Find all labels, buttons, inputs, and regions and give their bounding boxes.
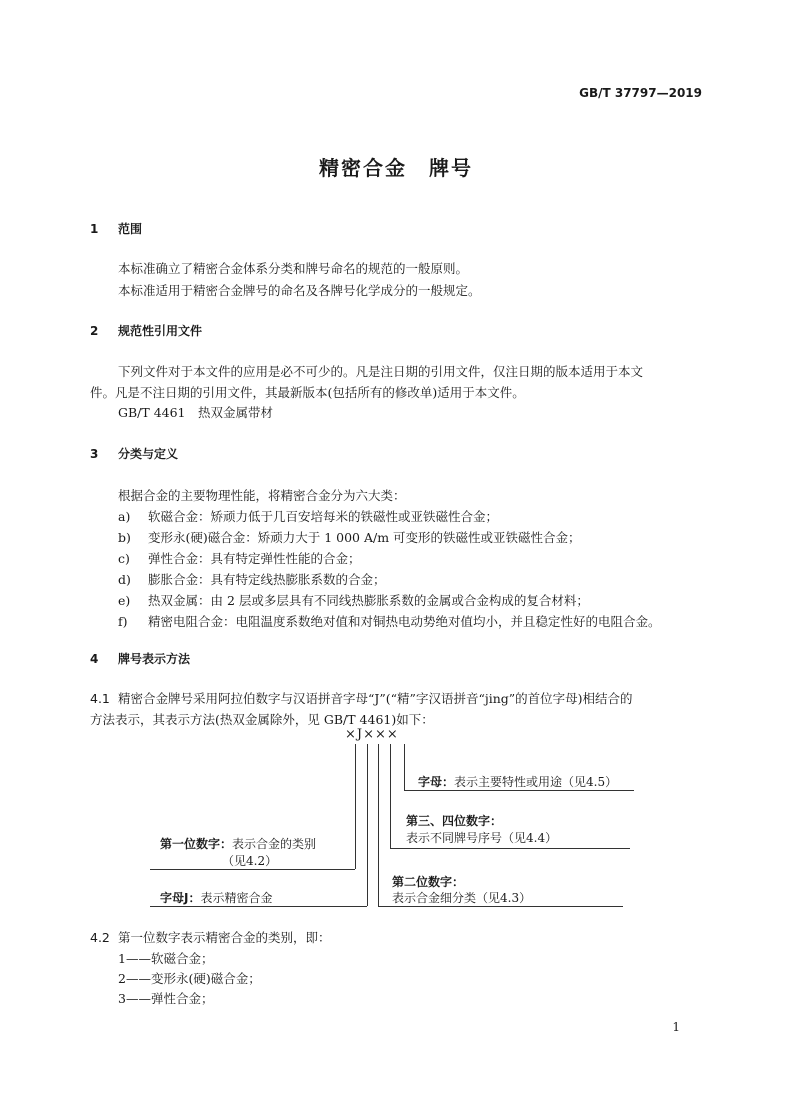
section-title: 分类与定义 (118, 447, 179, 461)
leader-line (378, 744, 379, 906)
section-2-heading (90, 322, 202, 339)
standard-number: GB/T 37797—2019 (579, 86, 702, 100)
leader-line (367, 744, 368, 906)
section-number: 4 (90, 652, 99, 666)
paragraph: 本标准确立了精密合金体系分类和牌号命名的规范的一般原则。 (118, 261, 469, 276)
digits-3-4-label: 第三、四位数字： (406, 814, 503, 828)
section-title: 牌号表示方法 (118, 652, 191, 666)
clause-number: 4.1 (90, 691, 110, 706)
clause-number: 4.2 (90, 930, 110, 945)
list-item: b) 变形永(硬)磁合金：矫顽力大于 1 000 A/m 可变形的铁磁性或亚铁磁性合金； (118, 530, 581, 545)
paragraph: 下列文件对于本文件的应用是必不可少的。凡是注日期的引用文件，仅注日期的版本适用于本文 (118, 364, 644, 379)
list-item: a) 软磁合金：矫顽力低于几百安培每米的铁磁性或亚铁磁性合金； (118, 509, 499, 524)
section-title: 规范性引用文件 (118, 324, 203, 338)
paragraph: 件。凡是不注日期的引用文件，其最新版本(包括所有的修改单)适用于本文件。 (90, 385, 525, 400)
leader-line (150, 906, 367, 907)
section-1-heading (90, 220, 142, 237)
code-pattern: ×J××× (345, 727, 399, 742)
digits-3-4-desc: 表示不同牌号序号（见4.4） (406, 831, 558, 845)
letter-label: 字母：表示主要特性或用途（见4.5） (418, 775, 618, 789)
section-number: 2 (90, 324, 99, 338)
leader-line (390, 744, 391, 848)
section-4-heading (90, 650, 190, 667)
paragraph: 根据合金的主要物理性能，将精密合金分为六大类： (118, 488, 406, 503)
reference: GB/T 4461 热双金属带材 (118, 405, 274, 420)
leader-line (404, 744, 405, 790)
list-item: 1——软磁合金； (118, 951, 214, 966)
section-3-heading (90, 445, 178, 462)
list-item: 2——变形永(硬)磁合金； (118, 971, 261, 986)
paragraph: 方法表示，其表示方法(热双金属除外，见 GB/T 4461)如下： (90, 712, 434, 727)
list-item: d) 膨胀合金：具有特定线热膨胀系数的合金； (118, 572, 386, 587)
leader-line (150, 869, 355, 870)
letter-j-label: 字母J：表示精密合金 (160, 891, 273, 905)
section-number: 1 (90, 222, 99, 236)
digit-2-label: 第二位数字： (392, 875, 465, 889)
category-list (118, 506, 661, 632)
clause-4-1: 4.1 精密合金牌号采用阿拉伯数字与汉语拼音字母“J”(“精”字汉语拼音“jing”的首位字母)相结合的 (90, 688, 633, 709)
leader-line (404, 790, 634, 791)
section-title: 范围 (118, 222, 143, 236)
digit-2-desc: 表示合金细分类（见4.3） (392, 891, 532, 905)
leader-line (355, 744, 356, 869)
clause-4-2: 4.2 第一位数字表示精密合金的类别，即： (90, 927, 331, 948)
list-item: e) 热双金属：由 2 层或多层具有不同线热膨胀系数的金属或合金构成的复合材料； (118, 593, 589, 608)
digit-1-label: 第一位数字：表示合金的类别 (160, 837, 317, 851)
section-number: 3 (90, 447, 99, 461)
document-title: 精密合金 牌号 (319, 156, 473, 180)
leader-line (390, 848, 630, 849)
list-item: 3——弹性合金； (118, 991, 214, 1006)
paragraph: 本标准适用于精密合金牌号的命名及各牌号化学成分的一般规定。 (118, 283, 481, 298)
digit-1-ref: （见4.2） (222, 854, 278, 868)
leader-line (378, 906, 623, 907)
list-item: c) 弹性合金：具有特定弹性性能的合金； (118, 551, 361, 566)
page-number: 1 (672, 1020, 680, 1034)
list-item: f) 精密电阻合金：电阻温度系数绝对值和对铜热电动势绝对值均小，并且稳定性好的电阻合金。 (118, 614, 661, 629)
